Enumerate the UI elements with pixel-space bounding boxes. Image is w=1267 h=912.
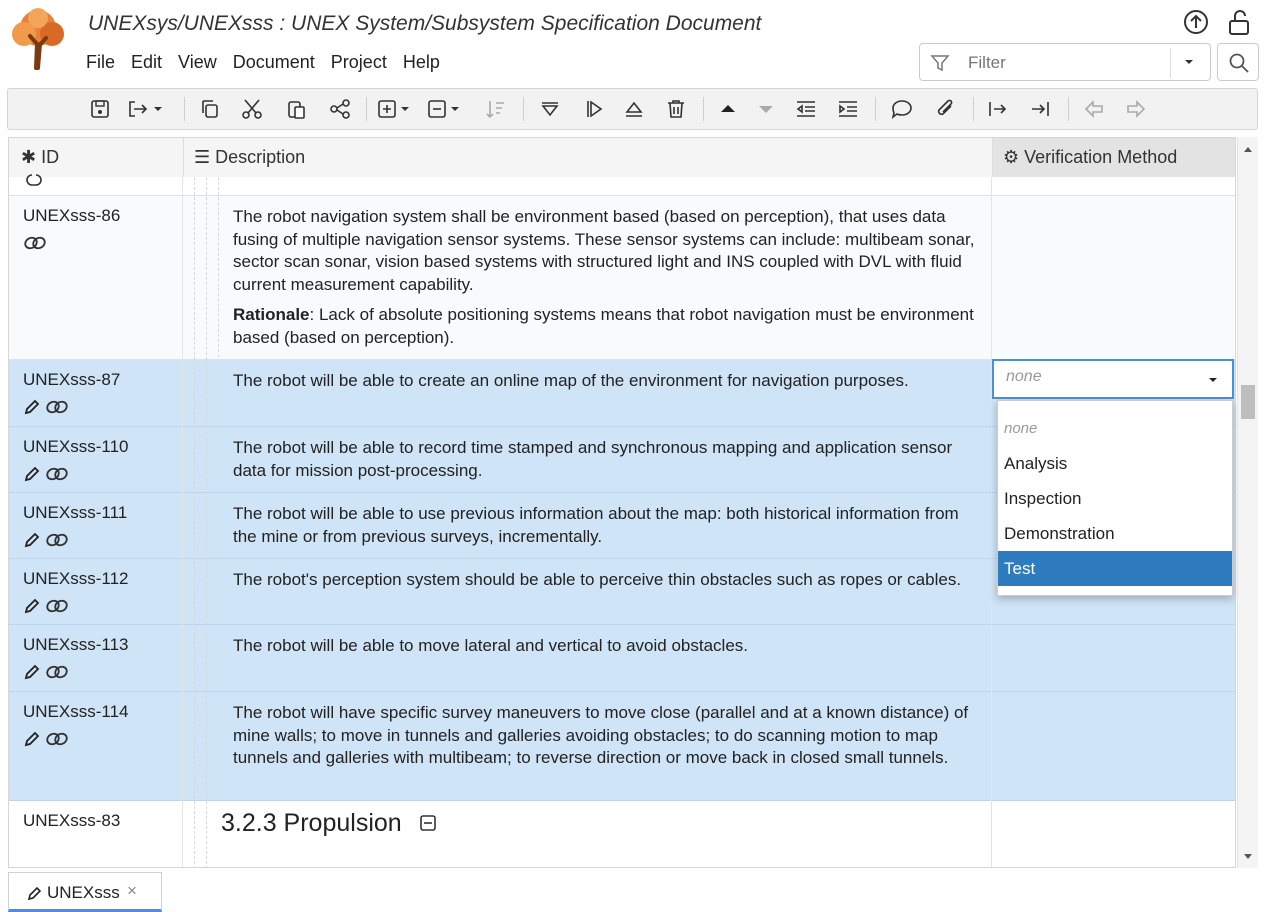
verification-method-select[interactable] [992, 359, 1234, 399]
toolbar [7, 88, 1258, 130]
column-description[interactable]: ☰ Description [183, 138, 1002, 177]
paste-icon[interactable] [284, 97, 308, 121]
pencil-icon[interactable] [23, 730, 41, 748]
copy-icon[interactable] [198, 97, 222, 121]
pencil-icon[interactable] [23, 531, 41, 549]
trash-icon[interactable] [664, 97, 688, 121]
requirement-id: UNEXsss-111 [23, 503, 128, 522]
link-icon[interactable] [23, 234, 47, 252]
export-icon[interactable] [126, 97, 166, 121]
pencil-icon[interactable] [23, 597, 41, 615]
tab-bar [0, 868, 1267, 912]
requirement-description: The robot will be able to use previous information about the map: both historical information from the mine or from previous surveys, incrementally. [233, 504, 959, 546]
section-heading: 3.2.3 Propulsion [221, 809, 437, 838]
share-icon[interactable] [328, 97, 352, 121]
menu-document[interactable]: Document [232, 52, 315, 72]
add-item-icon[interactable] [376, 97, 414, 121]
requirement-id: UNEXsss-114 [23, 702, 129, 721]
collapse-icon[interactable] [538, 97, 562, 121]
option-none[interactable]: none [1004, 420, 1038, 437]
rationale-label: Rationale [233, 305, 310, 324]
indent-icon[interactable] [836, 97, 860, 121]
menu-file[interactable]: File [86, 52, 116, 72]
app-logo [8, 8, 68, 70]
requirement-id: UNEXsss-110 [23, 437, 129, 456]
requirement-description: The robot's perception system should be able to perceive thin obstacles such as ropes or cables. [233, 570, 962, 589]
tab-label: UNEXsss [47, 883, 120, 902]
unlock-icon[interactable] [1225, 8, 1253, 36]
requirement-id: UNEXsss-83 [23, 811, 121, 830]
menu-project[interactable]: Project [330, 52, 387, 72]
filter-box [919, 43, 1211, 81]
grid-header [9, 138, 1236, 178]
link-icon[interactable] [45, 398, 69, 416]
chevron-down-icon[interactable] [1182, 57, 1196, 67]
requirement-description: The robot navigation system shall be environment based (based on perception), that uses data fusing of multiple navigation sensor systems. These sensor systems can include: multibeam sonar, sector scan sonar, vision based systems with structured light and INS coupled with DVL with fluid current measurement capability. Rationale: Lack of absolute positioning systems means that robot navigation must be environment based (based on perception). [233, 207, 975, 347]
filter-icon [930, 53, 950, 73]
column-verification-method[interactable]: ⚙ Verification Method [992, 138, 1236, 177]
attachment-icon[interactable] [934, 97, 958, 121]
link-icon[interactable] [45, 531, 69, 549]
collapse-section-icon[interactable] [419, 814, 437, 832]
back-icon [1082, 97, 1106, 121]
requirement-description: The robot will be able to move lateral and vertical to avoid obstacles. [233, 636, 748, 655]
option-inspection[interactable]: Inspection [1004, 489, 1082, 508]
link-icon[interactable] [45, 730, 69, 748]
pencil-icon [27, 885, 43, 901]
cut-icon[interactable] [240, 97, 264, 121]
remove-item-icon[interactable] [426, 97, 464, 121]
requirement-description: The robot will be able to create an online map of the environment for navigation purposes. [233, 371, 909, 390]
close-icon[interactable]: × [127, 881, 137, 900]
requirement-description: The robot will have specific survey maneuvers to move close (parallel and at a known distance) of mine walls; to move in tunnels and galleries avoiding obstacles; to do scanning motion to map tunnels and galleries with multibeam; to reverse direction or move back in closed small tunnels. [233, 703, 969, 767]
scrollbar-thumb[interactable] [1241, 385, 1255, 419]
outdent-icon[interactable] [794, 97, 818, 121]
text-lines-icon: ☰ [194, 147, 216, 167]
option-analysis[interactable]: Analysis [1004, 454, 1068, 473]
link-icon [23, 173, 45, 187]
vertical-scrollbar[interactable] [1237, 137, 1258, 868]
tab-unexsss[interactable] [8, 872, 162, 912]
menu-bar [86, 50, 456, 75]
requirement-id: UNEXsss-112 [23, 569, 129, 588]
go-to-end-icon[interactable] [1028, 97, 1052, 121]
gear-icon: ⚙ [1003, 147, 1025, 167]
play-icon[interactable] [582, 97, 606, 121]
move-up-icon[interactable] [716, 97, 740, 121]
sort-icon [484, 97, 508, 121]
pencil-icon[interactable] [23, 465, 41, 483]
forward-icon [1124, 97, 1148, 121]
scroll-down-icon[interactable] [1243, 853, 1253, 861]
requirement-description: The robot will be able to record time stamped and synchronous mapping and application sensor data for mission post-processing. [233, 438, 953, 480]
menu-help[interactable]: Help [402, 52, 440, 72]
option-demonstration[interactable]: Demonstration [1004, 524, 1115, 543]
requirement-id: UNEXsss-86 [23, 206, 121, 225]
verification-method-options [997, 400, 1233, 596]
pencil-icon[interactable] [23, 663, 41, 681]
search-icon [1228, 52, 1250, 74]
document-title: UNEXsys/UNEXsss : UNEX System/Subsystem Specification Document [88, 12, 762, 35]
search-button[interactable] [1217, 43, 1259, 81]
requirement-id: UNEXsss-87 [23, 370, 121, 389]
save-icon[interactable] [88, 97, 112, 121]
go-to-icon[interactable] [986, 97, 1010, 121]
link-icon[interactable] [45, 465, 69, 483]
option-test[interactable]: Test [998, 551, 1232, 586]
menu-view[interactable]: View [178, 52, 217, 72]
filter-input[interactable] [966, 50, 1170, 76]
asterisk-icon: ✱ [21, 147, 42, 167]
requirement-id: UNEXsss-113 [23, 635, 129, 654]
eject-icon[interactable] [622, 97, 646, 121]
filter-separator [1170, 48, 1171, 78]
chevron-down-icon [1208, 377, 1218, 383]
comment-icon[interactable] [890, 97, 914, 121]
select-value: none [1006, 368, 1042, 385]
scroll-up-icon[interactable] [1243, 145, 1253, 153]
menu-edit[interactable]: Edit [131, 52, 163, 72]
column-id[interactable]: ✱ ID [21, 147, 60, 167]
link-icon[interactable] [45, 597, 69, 615]
pencil-icon[interactable] [23, 398, 41, 416]
upload-icon[interactable] [1182, 8, 1210, 36]
move-down-icon [754, 97, 778, 121]
link-icon[interactable] [45, 663, 69, 681]
